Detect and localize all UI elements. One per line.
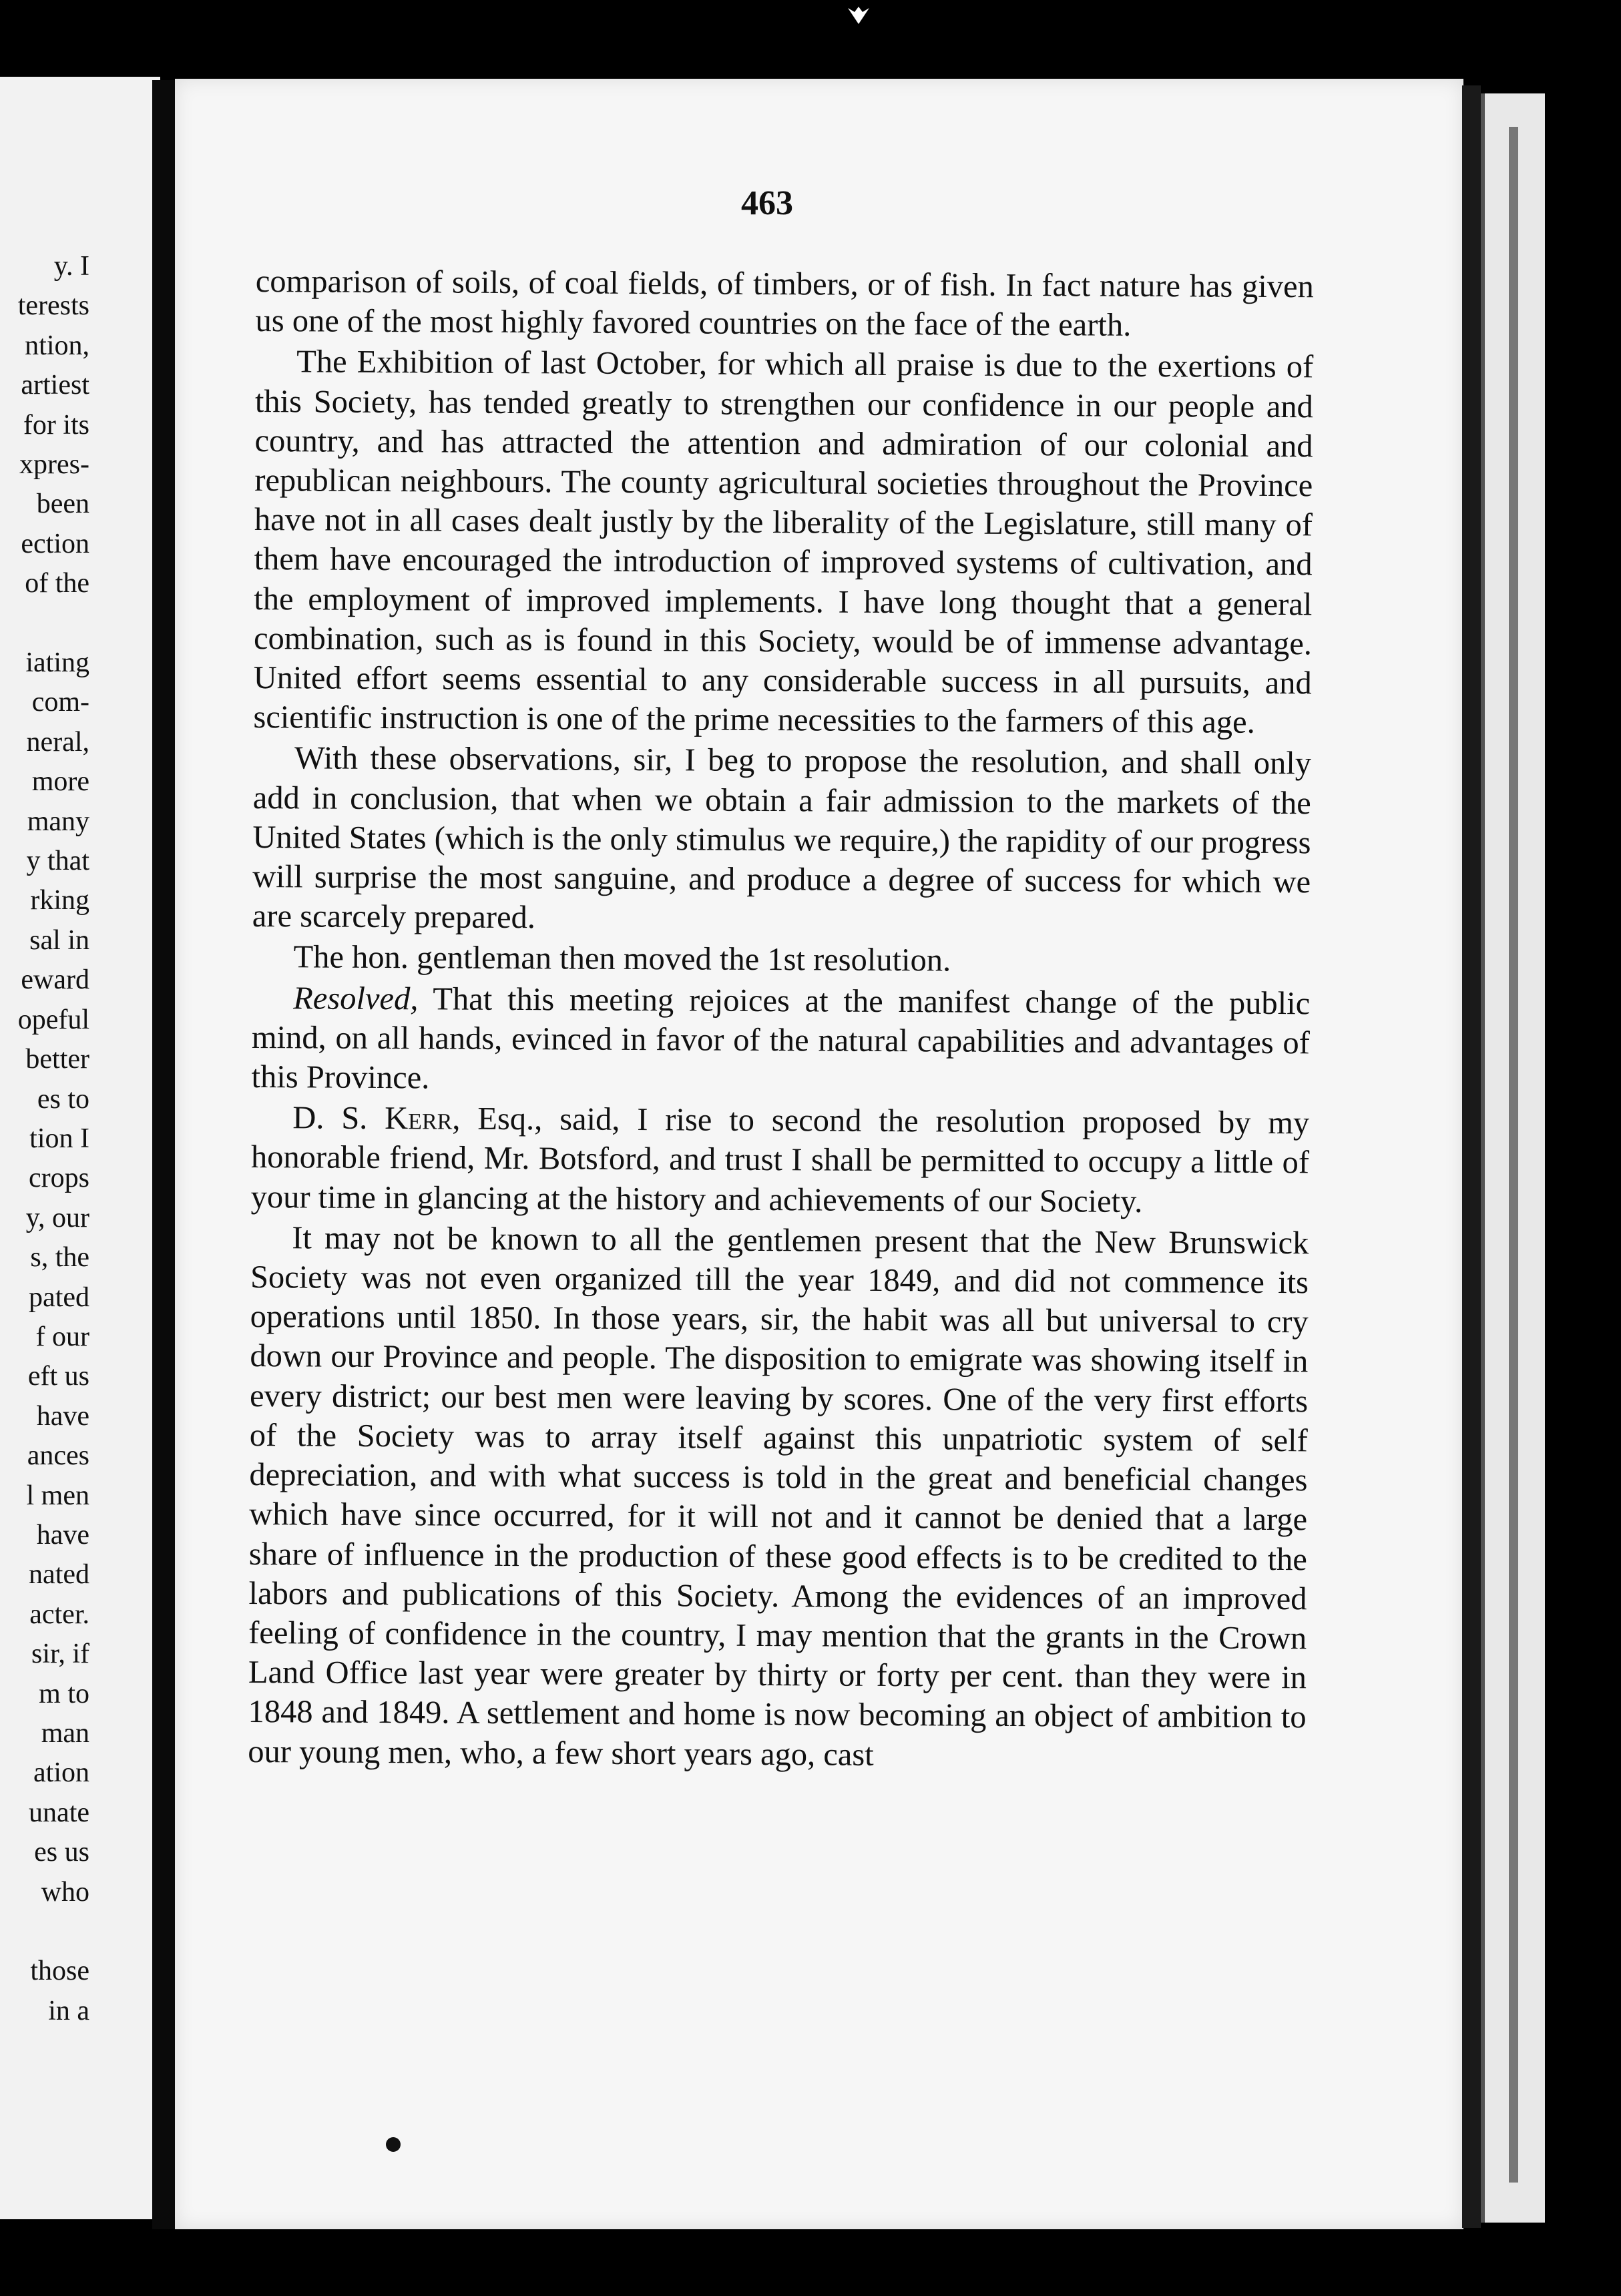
- previous-page-line: who: [41, 1876, 89, 1908]
- page-body-text: [248, 262, 1314, 1777]
- previous-page-line: those: [30, 1956, 89, 1987]
- paragraph: [251, 1098, 1310, 1222]
- previous-page-line: es to: [37, 1083, 89, 1115]
- paragraph-lead-name: D. S. Kerr,: [292, 1100, 461, 1137]
- paragraph-text: The hon. gentleman then moved the 1st resolution.: [293, 939, 951, 978]
- ornament-icon: [847, 5, 871, 27]
- paragraph-text: comparison of soils, of coal fields, of timbers, or of fish. In fact nature has given us one of the most highly favored countries on the face of the earth.: [255, 263, 1314, 344]
- previous-page-text: [18, 247, 89, 2031]
- page-number: 463: [741, 184, 793, 222]
- previous-page-line: crops: [29, 1163, 89, 1194]
- previous-page-line: ation: [33, 1757, 89, 1789]
- previous-page-line: sir, if: [31, 1639, 89, 1670]
- previous-page-line: better: [25, 1044, 89, 1075]
- previous-page-line: com-: [31, 687, 89, 718]
- previous-page-line: artiest: [21, 370, 89, 401]
- previous-page-line: sal in: [29, 924, 89, 956]
- ink-spot: [386, 2137, 401, 2152]
- paragraph: [255, 262, 1314, 346]
- previous-page-line: es us: [34, 1837, 89, 1868]
- page-edge-line: [1509, 127, 1518, 2183]
- previous-page-line: tion I: [29, 1123, 89, 1154]
- paragraph: [252, 937, 1310, 982]
- previous-page-line: terests: [17, 290, 89, 322]
- previous-page-line: acter.: [29, 1599, 89, 1630]
- previous-page-line: man: [41, 1718, 89, 1749]
- previous-page-line: rking: [30, 885, 89, 916]
- paragraph: [252, 738, 1312, 941]
- previous-page-line: eft us: [27, 1361, 89, 1392]
- paragraph: [248, 1218, 1309, 1777]
- paragraph-text: With these observations, sir, I beg to propose the resolution, and shall only add in conclusion, that when we obtain a fair admission to the markets of the United States (which is the only stimulus we require,) the rapidity of our progress will surprise the most sanguine, and produce a degree of success for which we are scarcely prepared.: [252, 740, 1312, 936]
- previous-page-line: y, our: [25, 1202, 89, 1233]
- previous-page-line: pated: [29, 1281, 89, 1313]
- previous-page-line: [18, 1912, 89, 1952]
- previous-page-line: been: [36, 489, 89, 520]
- previous-page-line: in a: [48, 1995, 89, 2026]
- previous-page-line: have: [36, 1519, 89, 1550]
- previous-page-line: unate: [29, 1797, 89, 1828]
- previous-page-line: of the: [25, 568, 89, 599]
- previous-page-line: m to: [39, 1678, 89, 1709]
- paragraph-text: Esq., said, I rise to second the resolution proposed by my honorable friend, Mr. Botsford, and trust I shall be permitted to occupy a little of your time in glancing at the history and achievements of our Society.: [250, 1101, 1310, 1219]
- paragraph: [251, 978, 1310, 1103]
- previous-page-line: xpres-: [19, 449, 89, 481]
- paragraph-text: The Exhibition of last October, for which all praise is due to the exertions of this Society, has tended greatly to strengthen our confidence in our people and country, and has attracted the attention and admiration of our colonial and republican neighbours. The county agricultural societies throughout the Province have not in all cases dealt justly by the liberality of the Legislature, still many of them have encouraged the introduction of improved systems of cultivation, and the employment of improved implements. I have long thought that a general combination, such as is found in this Society, would be of immense advantage. United effort seems essential to any considerable success in all pursuits, and scientific instruction is one of the prime necessities to the farmers of this age.: [253, 344, 1314, 741]
- paragraph: [253, 342, 1313, 742]
- previous-page-line: many: [27, 806, 89, 837]
- previous-page-line: [18, 604, 89, 643]
- previous-page-line: ntion,: [25, 330, 89, 361]
- previous-page-line: s, the: [30, 1242, 89, 1273]
- previous-page-line: ances: [27, 1440, 89, 1472]
- previous-page-line: have: [36, 1400, 89, 1432]
- previous-page-line: l men: [26, 1480, 89, 1511]
- previous-page-line: eward: [21, 964, 89, 996]
- previous-page-line: opeful: [17, 1004, 89, 1035]
- previous-page-line: f our: [35, 1321, 89, 1352]
- previous-page-line: neral,: [26, 726, 89, 758]
- previous-page-line: more: [31, 766, 89, 798]
- paragraph-lead-italic: Resolved,: [293, 980, 419, 1017]
- previous-page-line: nated: [29, 1559, 89, 1591]
- paragraph-text: It may not be known to all the gentlemen present that the New Brunswick Society was not even organized till the year 1849, and did not commence its operations until 1850. In those years, sir, the habit was all but universal to cry down our Province and people. The disposition to emigrate was showing itself in every district; our best men were leaving by scores. One of the very first efforts of the Society was to array itself against this unpatriotic system of self depreciation, and with what success is told in the great and beneficial changes which have since occurred, for it will not and it cannot be denied that a large share of influence in the production of these good effects is to be credited to the labors and publications of this Society. Among the evidences of an improved feeling of confidence in the country, I may mention that the grants in the Crown Land Office last year were greater by thirty or forty per cent. than they were in 1848 and 1849. A settlement and home is now becoming an object of ambition to our young men, who, a few short years ago, cast: [248, 1220, 1309, 1773]
- previous-page-line: for its: [23, 409, 89, 441]
- previous-page-line: y. I: [53, 251, 89, 282]
- previous-page-line: ection: [21, 528, 89, 559]
- page-edge-shadow: [1462, 85, 1481, 2228]
- previous-page-line: y that: [26, 846, 89, 877]
- paragraph-text: That this meeting rejoices at the manifest change of the public mind, on all hands, evinced in favor of the natural capabilities and advantages of this Province.: [251, 980, 1311, 1096]
- previous-page-fragment: [0, 77, 160, 2219]
- previous-page-line: iating: [25, 647, 89, 679]
